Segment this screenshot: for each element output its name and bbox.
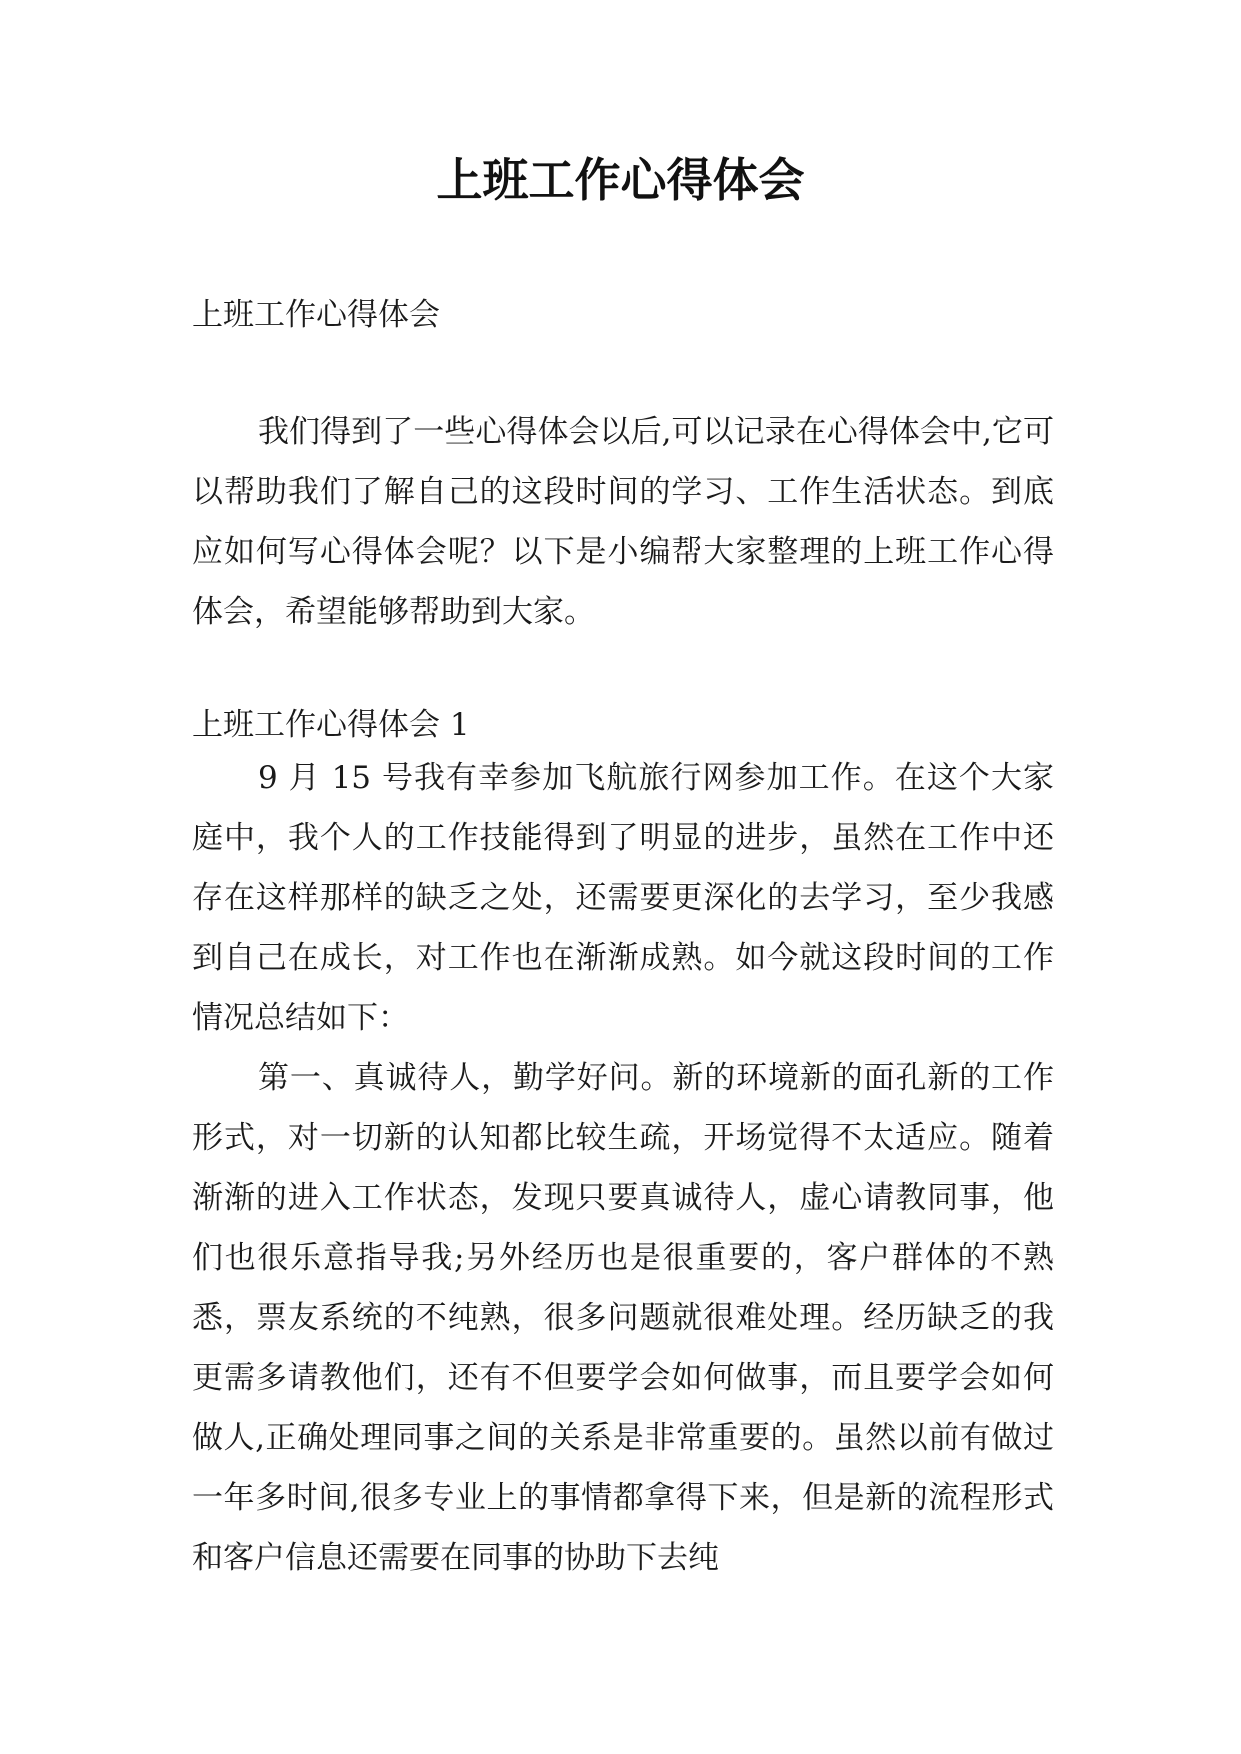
document-title: 上班工作心得体会 — [436, 153, 805, 207]
section-heading: 上班工作心得体会 1 — [192, 707, 470, 743]
intro-paragraph: 我们得到了一些心得体会以后,可以记录在心得体会中,它可以帮助我们了解自己的这段时间的学习、工作生活状态。到底应如何写心得体会呢？以下是小编帮大家整理的上班工作心得体会，希望能够帮助到大家。 — [192, 414, 1054, 630]
body-paragraph-2: 第一、真诚待人，勤学好问。新的环境新的面孔新的工作形式，对一切新的认知都比较生疏，开场觉得不太适应。随着渐渐的进入工作状态，发现只要真诚待人，虚心请教同事，他们也很乐意指导我;另外经历也是很重要的，客户群体的不熟悉，票友系统的不纯熟，很多问题就很难处理。经历缺乏的我更需多请教他们，还有不但要学会如何做事，而且要学会如何做人,正确处理同事之间的关系是非常重要的。虽然以前有做过一年多时间,很多专业上的事情都拿得下来，但是新的流程形式和客户信息还需要在同事的协助下去纯 — [192, 1060, 1054, 1576]
body-paragraph-1: 9 月 15 号我有幸参加飞航旅行网参加工作。在这个大家庭中，我个人的工作技能得到了明显的进步，虽然在工作中还存在这样那样的缺乏之处，还需要更深化的去学习，至少我感到自己在成长，对工作也在渐渐成熟。如今就这段时间的工作情况总结如下： — [192, 760, 1054, 1036]
document-subtitle: 上班工作心得体会 — [192, 297, 440, 333]
